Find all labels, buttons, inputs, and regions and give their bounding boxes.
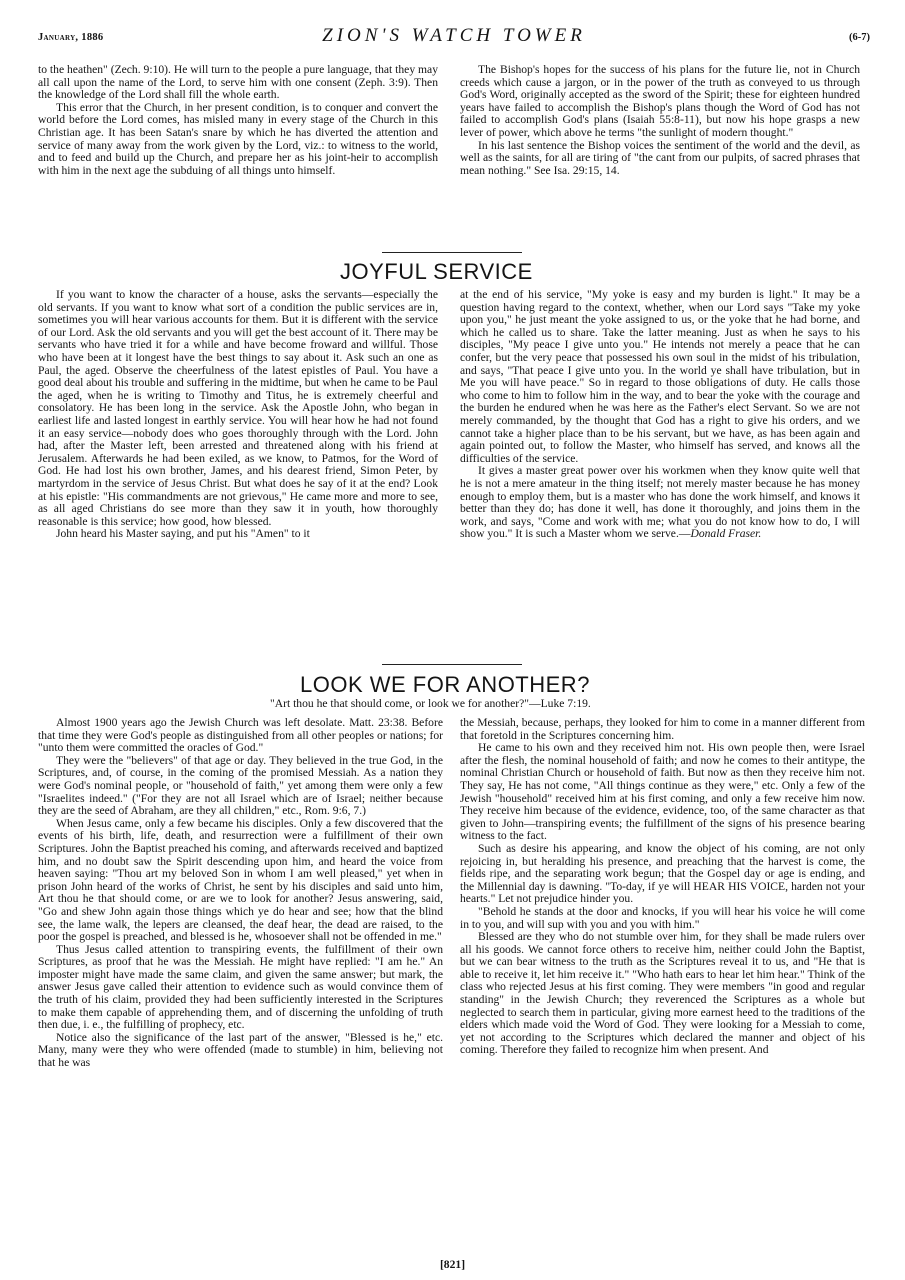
paragraph: "Behold he stands at the door and knocks, if you will hear his voice he will come in to you, and will sup with you and you with him."	[460, 904, 865, 931]
page-number: [821]	[439, 1258, 466, 1271]
paragraph: He came to his own and they received him not. His own people then, were Israel after the flesh, the nominal household of faith; and now he comes to their antitype, the nominal Christian Church or household of faith. But now as then they receive him not. They say, He has not come, "All things continue as they were," etc. Only a few of the Jewish "household" received him at his first coming, and only a few receive him now. They receive him because of the evidence, evidence, too, of the same character as that given to John—transpiring events; the fulfillment of the signs of his presence bearing witness to the fact.	[460, 741, 865, 843]
paragraph: Thus Jesus called attention to transpiring events, the fulfillment of their own Scriptures, as proof that he was the Messiah. He might have replied: "I am he." An imposter might have made the same claim, and given the same answer; but mark, the answer Jesus gave called their attention to evidence such as would convince them of the truth of his claim, provided they had been sufficiently interested in the Scriptures to make them capable of apprehending them, and of discerning the unfolding of truth then due, i. e., the fulfilling of prophecy, etc.	[38, 942, 443, 1032]
paragraph: The Bishop's hopes for the success of his plans for the future lie, not in Church creeds which cause a jargon, or in the power of the truth as conveyed to us through God's Word, originally accepted as the sword of the Spirit; these for eighteen hundred years have failed to accomplish the Bishop's plans though the Word of God has not failed to accomplish God's plans (Isaiah 55:8-11), but now his hope grasps a new lever of power, which above he terms "the sunlight of modern thought."	[460, 63, 860, 139]
paragraph: When Jesus came, only a few became his disciples. Only a few discovered that the events of his birth, life, death, and resurrection were a fulfillment of their own Scriptures. John the Baptist preached his coming, and afterwards received and baptized him, and no doubt saw the Spirit descending upon him, and heard the voice from heaven saying: "Thou art my beloved Son in whom I am well pleased," yet when in prison John heard of the works of Christ, he sent by his disciples and said unto him, Art thou he that should come, or are we to look for another? Jesus answering, said, "Go and shew John again those things which ye do hear and see; how that the blind see, the lame walk, the lepers are cleansed, the deaf hear, the dead are raised, to the poor the gospel is preached, and blessed is he, whosoever shall not be offended in me."	[38, 816, 443, 944]
joyful-service-right-column	[460, 289, 860, 541]
paragraph	[460, 465, 860, 541]
look-we-left-column	[38, 717, 443, 1070]
journal-title: ZION'S WATCH TOWER	[322, 25, 586, 46]
issue-date: January, 1886	[38, 32, 104, 43]
paragraph: Notice also the significance of the last part of the answer, "Blessed is he," etc. Many, many were they who were offended (made to stumble) in him, believing not that he was	[38, 1030, 443, 1070]
paragraph-text: It gives a master great power over his workmen when they know quite well that he is not a mere amateur in the thing itself; not merely master because he has money enough to employ them, but is a master who has done the work himself, and knows it better than they do; has done it well, has done it thoroughly, and joins them in the work, and says, "Come and work with me; what you do not know how to do, I will show you." It is such a Master whom we serve.—	[460, 464, 860, 541]
page-range: (6-7)	[849, 32, 870, 43]
paragraph: the Messiah, because, perhaps, they looked for him to come in a manner different from that foretold in the Scriptures concerning him.	[460, 716, 865, 742]
paragraph: They were the "believers" of that age or day. They believed in the true God, in the Scriptures, and, of course, in the coming of the promised Messiah. As a nation they were God's nominal people, or "household of faith," yet among them were only a few "Israelites indeed." ("For they are not all Israel which are of Israel; neither because they are the seed of Abraham, are they all children," etc., Rom. 9:6, 7.)	[38, 753, 443, 818]
paragraph: John heard his Master saying, and put his "Amen" to it	[56, 527, 310, 541]
paragraph: In his last sentence the Bishop voices the sentiment of the world and the devil, as well as the saints, for all are tiring of "the cant from our pulpits, of sacred phrases that mean nothing." See Isa. 29:15, 14.	[460, 138, 860, 177]
joyful-service-left-column	[38, 289, 438, 541]
page-header	[38, 22, 870, 52]
section-divider	[382, 252, 522, 253]
paragraph: to the heathen" (Zech. 9:10). He will turn to the people a pure language, that they may all call upon the name of the Lord, to serve him with one consent (Zeph. 3:9). Then the knowledge of the Lord shall fill the whole earth.	[38, 63, 438, 102]
author-signature: Donald Fraser.	[690, 527, 762, 541]
paragraph: If you want to know the character of a house, asks the servants—especially the old servants. If you want to know what sort of a condition the public services are in, sometimes you will hear various accounts for them. But it is different with the service of our Lord. Ask the old servants and you will get the best account of it. There may be servants who have tried it for a while and have become froward and willful. Those who have been at it longest have the best things to say about it. Ask such an one as Paul, the aged. Observe the cheerfulness of the latest epistles of Paul. You have a good deal about his trouble and suffering in the midtime, but when he came to be Paul the aged, when he is writing to Timothy and Titus, he is extremely cheerful and consolatory. He has been long in the service. Ask the Apostle John, who began in earliest life and lasted longest in earthly service. You will hear how he had not found it an easy service—nobody does who goes thoroughly through with the Lord. John had, after the Master left, been arrested and threatened along with his friend at Jerusalem. Afterwards he had been exiled, as we know, to Patmos, for the Word of God. He had lost his own brother, James, and his dearest friend, Simon Peter, by martyrdom in the service of Jesus Christ. But what does he say of it at the end? Look at his epistle: "His commandments are not grievous," He came more and more to see, as all aged Christians do see more than they saw it in youth, how thoroughly reasonable is this service; how good, how blessed.	[38, 288, 439, 528]
section-divider	[382, 664, 522, 665]
article-title-joyful-service: JOYFUL SERVICE	[340, 259, 533, 284]
paragraph: Such as desire his appearing, and know the object of his coming, are not only rejoicing in, but heralding his presence, and preaching that the harvest is come, the fields ripe, and the separating work begun; that the Gospel day or age is ending, and the Millennial day is dawning. "To-day, if ye will HEAR HIS VOICE, harden not your hearts." Let not prejudice hinder you.	[460, 841, 865, 906]
paragraph: Blessed are they who do not stumble over him, for they shall be made rulers over all his goods. We cannot force others to receive him, neither could John the Baptist, but we can bear witness to the truth as the Scriptures reveal it to us, and "He that is able to receive it, let him receive it." "Who hath ears to hear let him hear." Think of the class who rejected Jesus at his first coming. They were members "in good and regular standing" in the Jewish Church; they reverenced the Scriptures as a whole but neglected to search them in particular, giving more earnest heed to the traditions of the elders which made void the Word of God. They were looking for a Messiah to come, yet not according to the Scriptures which declared the manner and object of his coming. Therefore they failed to recognize him when present. And	[460, 930, 865, 1057]
top-left-column	[38, 64, 438, 177]
article-title-look-we-for-another: LOOK WE FOR ANOTHER?	[300, 672, 590, 697]
epigraph: "Art thou he that should come, or look we for another?"—Luke 7:19.	[270, 697, 591, 710]
paragraph: at the end of his service, "My yoke is easy and my burden is light." It may be a question having regard to the context, whether, when our Lord says "Take my yoke upon you," he just meant the yoke assigned to us, or the yoke that he had borne, and which he called us to share. Take the latter meaning. Just as when he says to his disciples, "My peace I give unto you." He intends not merely a peace that he can confer, but the very peace that possessed his own soul in the midst of his tribulation, and says, "That peace I give unto you. In the world ye shall have tribulation, but in Me you will have peace." So in regard to those obligations of duty. He calls those who come to him to follow him in the way, and to bear the yoke with the courage and the burden he endured when he was here as the Father's elect Servant. So we are not merely commanded, by the thought that God has a right to give his orders, and we cannot take a higher place than to be his servant, but we have, as has been again and again pointed out, to follow the Master, who himself has served, and knows all the difficulties of the service.	[460, 288, 860, 465]
top-right-column	[460, 64, 860, 177]
paragraph: Almost 1900 years ago the Jewish Church was left desolate. Matt. 23:38. Before that time they were God's people as distinguished from all other peoples or nations; for "unto them were committed the oracles of God."	[38, 716, 443, 755]
look-we-right-column	[460, 717, 865, 1057]
paragraph: This error that the Church, in her present condition, is to conquer and convert the world before the Lord comes, has misled many in every stage of the Church in this Christian age. It has been Satan's snare by which he has diverted the attention and service of many away from the work given by the Lord, viz.: to witness to the world, and to feed and build up the Church, and prepare her as his joint-heir to accomplish with him in the next age the subduing of all things unto himself.	[38, 100, 438, 177]
